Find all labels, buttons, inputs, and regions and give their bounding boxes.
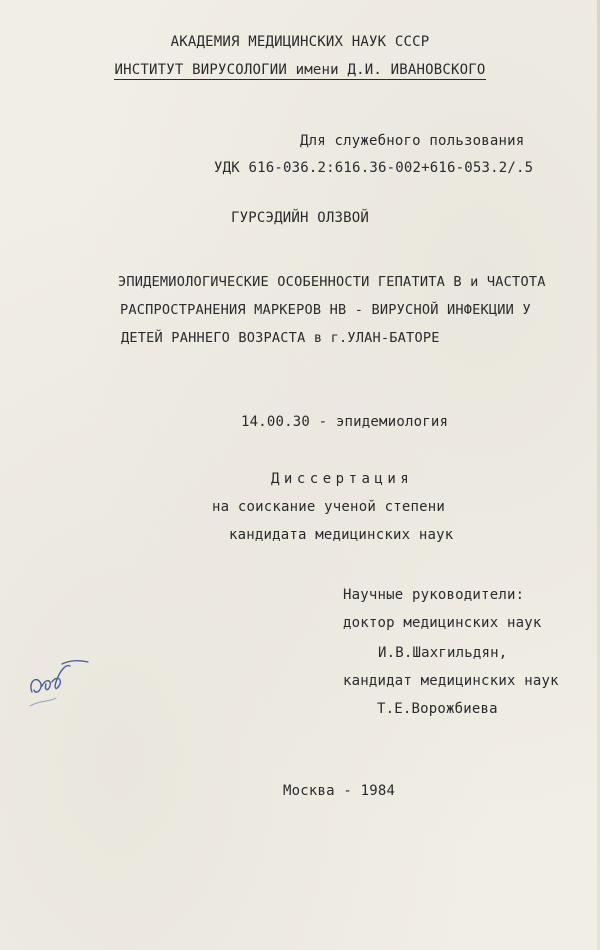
dissertation-heading: Диссертация bbox=[271, 471, 414, 487]
handwritten-signature-icon bbox=[26, 652, 106, 722]
supervisors-heading: Научные руководители: bbox=[343, 587, 525, 603]
title-line-3: ДЕТЕЙ РАННЕГО ВОЗРАСТА в г.УЛАН-БАТОРЕ bbox=[121, 330, 440, 346]
udc-code: УДК 616-036.2:616.36-002+616-053.2/.5 bbox=[214, 160, 534, 176]
specialty-code: 14.00.30 - эпидемиология bbox=[241, 414, 449, 430]
supervisor-1-name: И.В.Шахгильдян, bbox=[378, 645, 508, 661]
dissertation-degree-line-1: на соискание ученой степени bbox=[212, 499, 445, 515]
supervisor-1-degree: доктор медицинских наук bbox=[343, 615, 542, 631]
institute-name: ИНСТИТУТ ВИРУСОЛОГИИ имени Д.И. ИВАНОВСКОГО bbox=[114, 62, 486, 78]
institute-name-wrapper bbox=[0, 62, 600, 78]
title-line-2: РАСПРОСТРАНЕНИЯ МАРКЕРОВ НВ - ВИРУСНОЙ ИНФЕКЦИИ У bbox=[120, 302, 531, 318]
supervisor-2-degree: кандидат медицинских наук bbox=[343, 673, 559, 689]
restriction-note: Для служебного пользования bbox=[300, 133, 525, 149]
academy-name: АКАДЕМИЯ МЕДИЦИНСКИХ НАУК СССР bbox=[170, 34, 430, 50]
dissertation-degree-line-2: кандидата медицинских наук bbox=[229, 527, 454, 543]
supervisor-2-name: Т.Е.Ворожбиева bbox=[377, 701, 498, 717]
title-line-1: ЭПИДЕМИОЛОГИЧЕСКИЕ ОСОБЕННОСТИ ГЕПАТИТА В и ЧАСТОТА bbox=[118, 274, 546, 290]
author-name: ГУРСЭДИЙН ОЛЗВОЙ bbox=[231, 210, 370, 226]
place-and-year: Москва - 1984 bbox=[283, 783, 396, 799]
